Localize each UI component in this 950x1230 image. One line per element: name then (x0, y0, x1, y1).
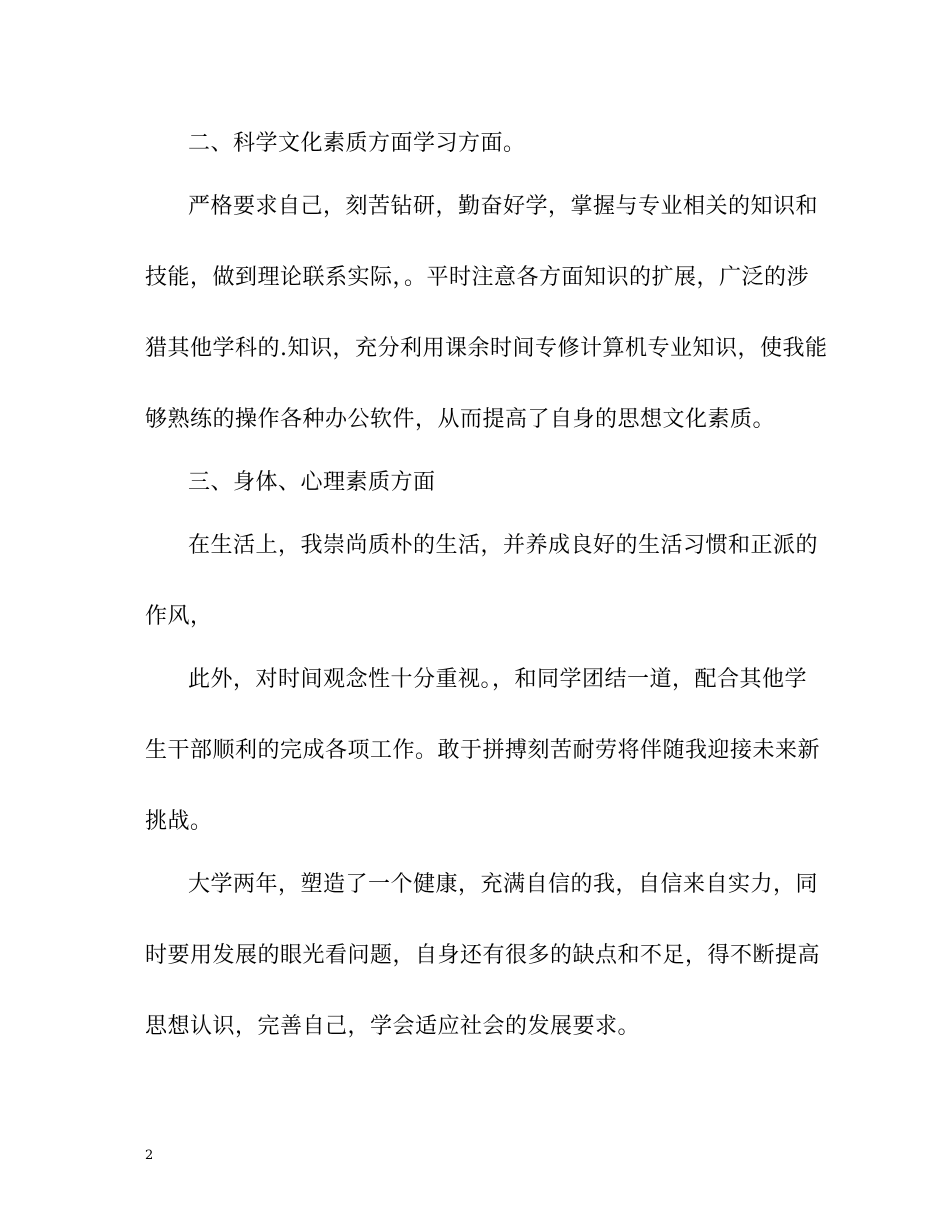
paragraph-line: 猎其他学科的.知识，充分利用课余时间专修计算机专业知识，使我能 (145, 336, 828, 361)
paragraph-line: 够熟练的操作各种办公软件，从而提高了自身的思想文化素质。 (145, 407, 776, 432)
paragraph-line: 作风， (145, 604, 213, 629)
section-heading-body-mind: 三、身体、心理素质方面 (188, 470, 436, 495)
paragraph-line: 时要用发展的眼光看问题，自身还有很多的缺点和不足，得不断提高 (145, 943, 821, 968)
paragraph-line: 在生活上，我崇尚质朴的生活，并养成良好的生活习惯和正派的 (188, 533, 819, 558)
paragraph-line: 严格要求自己，刻苦钻研，勤奋好学，掌握与专业相关的知识和 (188, 194, 819, 219)
paragraph-line: 生干部顺利的完成各项工作。敢于拼搏刻苦耐劳将伴随我迎接未来新 (145, 738, 821, 763)
paragraph-line: 技能，做到理论联系实际，。平时注意各方面知识的扩展，广泛的涉 (145, 265, 810, 290)
paragraph-line: 此外，对时间观念性十分重视。，和同学团结一道，配合其他学 (188, 667, 808, 692)
paragraph-line: 挑战。 (145, 809, 213, 834)
page-number: 2 (145, 1148, 154, 1163)
paragraph-line: 思想认识，完善自己，学会适应社会的发展要求。 (145, 1014, 641, 1039)
paragraph-line: 大学两年，塑造了一个健康，充满自信的我，自信来自实力，同 (188, 872, 819, 897)
section-heading-science-culture: 二、科学文化素质方面学习方面。 (188, 131, 526, 156)
